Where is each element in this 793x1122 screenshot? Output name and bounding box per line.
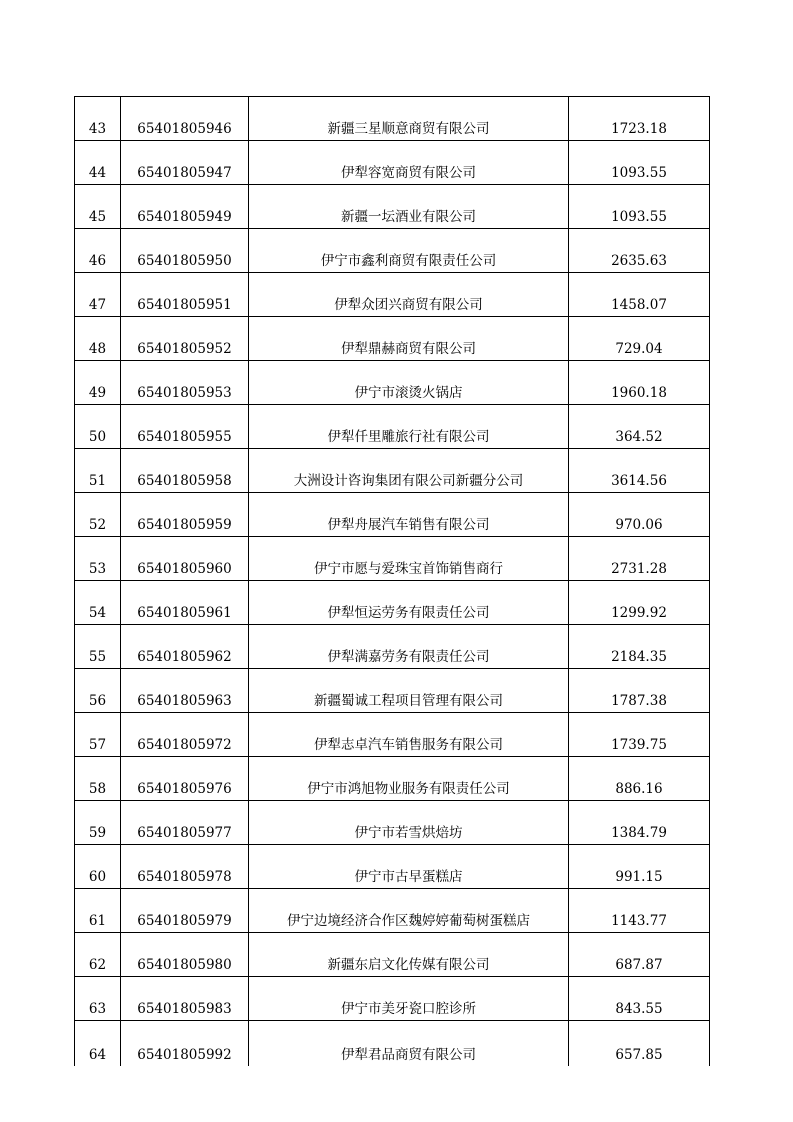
table-row — [75, 405, 710, 449]
row-number: 61 — [75, 889, 121, 933]
taxpayer-code: 65401805961 — [121, 581, 249, 625]
amount-value: 1723.18 — [569, 97, 710, 141]
taxpayer-code: 65401805978 — [121, 845, 249, 889]
table-row — [75, 185, 710, 229]
amount-value: 1143.77 — [569, 889, 710, 933]
taxpayer-code: 65401805953 — [121, 361, 249, 405]
row-number: 54 — [75, 581, 121, 625]
table-row — [75, 97, 710, 141]
company-name: 伊犁鼎赫商贸有限公司 — [249, 317, 569, 361]
table-row — [75, 713, 710, 757]
company-amount-table — [74, 96, 710, 1066]
row-number: 63 — [75, 977, 121, 1021]
taxpayer-code: 65401805979 — [121, 889, 249, 933]
amount-value: 1787.38 — [569, 669, 710, 713]
table-row — [75, 669, 710, 713]
row-number: 59 — [75, 801, 121, 845]
amount-value: 687.87 — [569, 933, 710, 977]
row-number: 50 — [75, 405, 121, 449]
taxpayer-code: 65401805963 — [121, 669, 249, 713]
taxpayer-code: 65401805977 — [121, 801, 249, 845]
company-name: 伊宁市若雪烘焙坊 — [249, 801, 569, 845]
amount-value: 1458.07 — [569, 273, 710, 317]
company-name: 伊犁满嘉劳务有限责任公司 — [249, 625, 569, 669]
company-name: 伊宁市鑫利商贸有限责任公司 — [249, 229, 569, 273]
company-name: 伊犁志卓汽车销售服务有限公司 — [249, 713, 569, 757]
company-name: 伊犁舟展汽车销售有限公司 — [249, 493, 569, 537]
taxpayer-code: 65401805958 — [121, 449, 249, 493]
table-row — [75, 229, 710, 273]
table-row — [75, 625, 710, 669]
taxpayer-code: 65401805946 — [121, 97, 249, 141]
amount-value: 843.55 — [569, 977, 710, 1021]
amount-value: 1093.55 — [569, 185, 710, 229]
company-name: 伊犁恒运劳务有限责任公司 — [249, 581, 569, 625]
table-row — [75, 449, 710, 493]
company-name: 伊犁君品商贸有限公司 — [249, 1021, 569, 1067]
table-row — [75, 757, 710, 801]
amount-value: 991.15 — [569, 845, 710, 889]
company-name: 伊犁众团兴商贸有限公司 — [249, 273, 569, 317]
table-row — [75, 581, 710, 625]
table-row — [75, 361, 710, 405]
company-name: 伊宁市鸿旭物业服务有限责任公司 — [249, 757, 569, 801]
row-number: 57 — [75, 713, 121, 757]
company-name: 伊犁容宽商贸有限公司 — [249, 141, 569, 185]
row-number: 45 — [75, 185, 121, 229]
row-number: 55 — [75, 625, 121, 669]
taxpayer-code: 65401805960 — [121, 537, 249, 581]
taxpayer-code: 65401805962 — [121, 625, 249, 669]
amount-value: 1739.75 — [569, 713, 710, 757]
row-number: 52 — [75, 493, 121, 537]
row-number: 44 — [75, 141, 121, 185]
table-row — [75, 1021, 710, 1067]
taxpayer-code: 65401805959 — [121, 493, 249, 537]
table-row — [75, 493, 710, 537]
company-name: 伊宁市古早蛋糕店 — [249, 845, 569, 889]
amount-value: 1093.55 — [569, 141, 710, 185]
company-name: 新疆三星顺意商贸有限公司 — [249, 97, 569, 141]
row-number: 51 — [75, 449, 121, 493]
amount-value: 2731.28 — [569, 537, 710, 581]
taxpayer-code: 65401805955 — [121, 405, 249, 449]
taxpayer-code: 65401805976 — [121, 757, 249, 801]
taxpayer-code: 65401805972 — [121, 713, 249, 757]
row-number: 62 — [75, 933, 121, 977]
row-number: 60 — [75, 845, 121, 889]
amount-value: 1299.92 — [569, 581, 710, 625]
table-row — [75, 273, 710, 317]
document-sheet — [74, 96, 709, 1066]
row-number: 56 — [75, 669, 121, 713]
row-number: 43 — [75, 97, 121, 141]
amount-value: 364.52 — [569, 405, 710, 449]
company-name: 大洲设计咨询集团有限公司新疆分公司 — [249, 449, 569, 493]
table-row — [75, 889, 710, 933]
taxpayer-code: 65401805983 — [121, 977, 249, 1021]
amount-value: 970.06 — [569, 493, 710, 537]
row-number: 46 — [75, 229, 121, 273]
company-name: 新疆一坛酒业有限公司 — [249, 185, 569, 229]
amount-value: 657.85 — [569, 1021, 710, 1067]
table-row — [75, 845, 710, 889]
table-row — [75, 801, 710, 845]
table-row — [75, 933, 710, 977]
amount-value: 1960.18 — [569, 361, 710, 405]
taxpayer-code: 65401805950 — [121, 229, 249, 273]
company-name: 新疆东启文化传媒有限公司 — [249, 933, 569, 977]
table-row — [75, 537, 710, 581]
company-name: 伊宁市美牙瓷口腔诊所 — [249, 977, 569, 1021]
company-name: 新疆蜀诚工程项目管理有限公司 — [249, 669, 569, 713]
amount-value: 2184.35 — [569, 625, 710, 669]
amount-value: 729.04 — [569, 317, 710, 361]
taxpayer-code: 65401805947 — [121, 141, 249, 185]
row-number: 48 — [75, 317, 121, 361]
company-name: 伊宁市滚烫火锅店 — [249, 361, 569, 405]
company-name: 伊犁仟里雕旅行社有限公司 — [249, 405, 569, 449]
taxpayer-code: 65401805992 — [121, 1021, 249, 1067]
row-number: 53 — [75, 537, 121, 581]
table-row — [75, 141, 710, 185]
company-name: 伊宁边境经济合作区魏婷婷葡萄树蛋糕店 — [249, 889, 569, 933]
taxpayer-code: 65401805980 — [121, 933, 249, 977]
table-body — [75, 97, 710, 1067]
amount-value: 1384.79 — [569, 801, 710, 845]
table-row — [75, 317, 710, 361]
taxpayer-code: 65401805949 — [121, 185, 249, 229]
amount-value: 3614.56 — [569, 449, 710, 493]
taxpayer-code: 65401805952 — [121, 317, 249, 361]
company-name: 伊宁市愿与爱珠宝首饰销售商行 — [249, 537, 569, 581]
row-number: 49 — [75, 361, 121, 405]
row-number: 64 — [75, 1021, 121, 1067]
amount-value: 2635.63 — [569, 229, 710, 273]
taxpayer-code: 65401805951 — [121, 273, 249, 317]
row-number: 47 — [75, 273, 121, 317]
amount-value: 886.16 — [569, 757, 710, 801]
row-number: 58 — [75, 757, 121, 801]
table-row — [75, 977, 710, 1021]
